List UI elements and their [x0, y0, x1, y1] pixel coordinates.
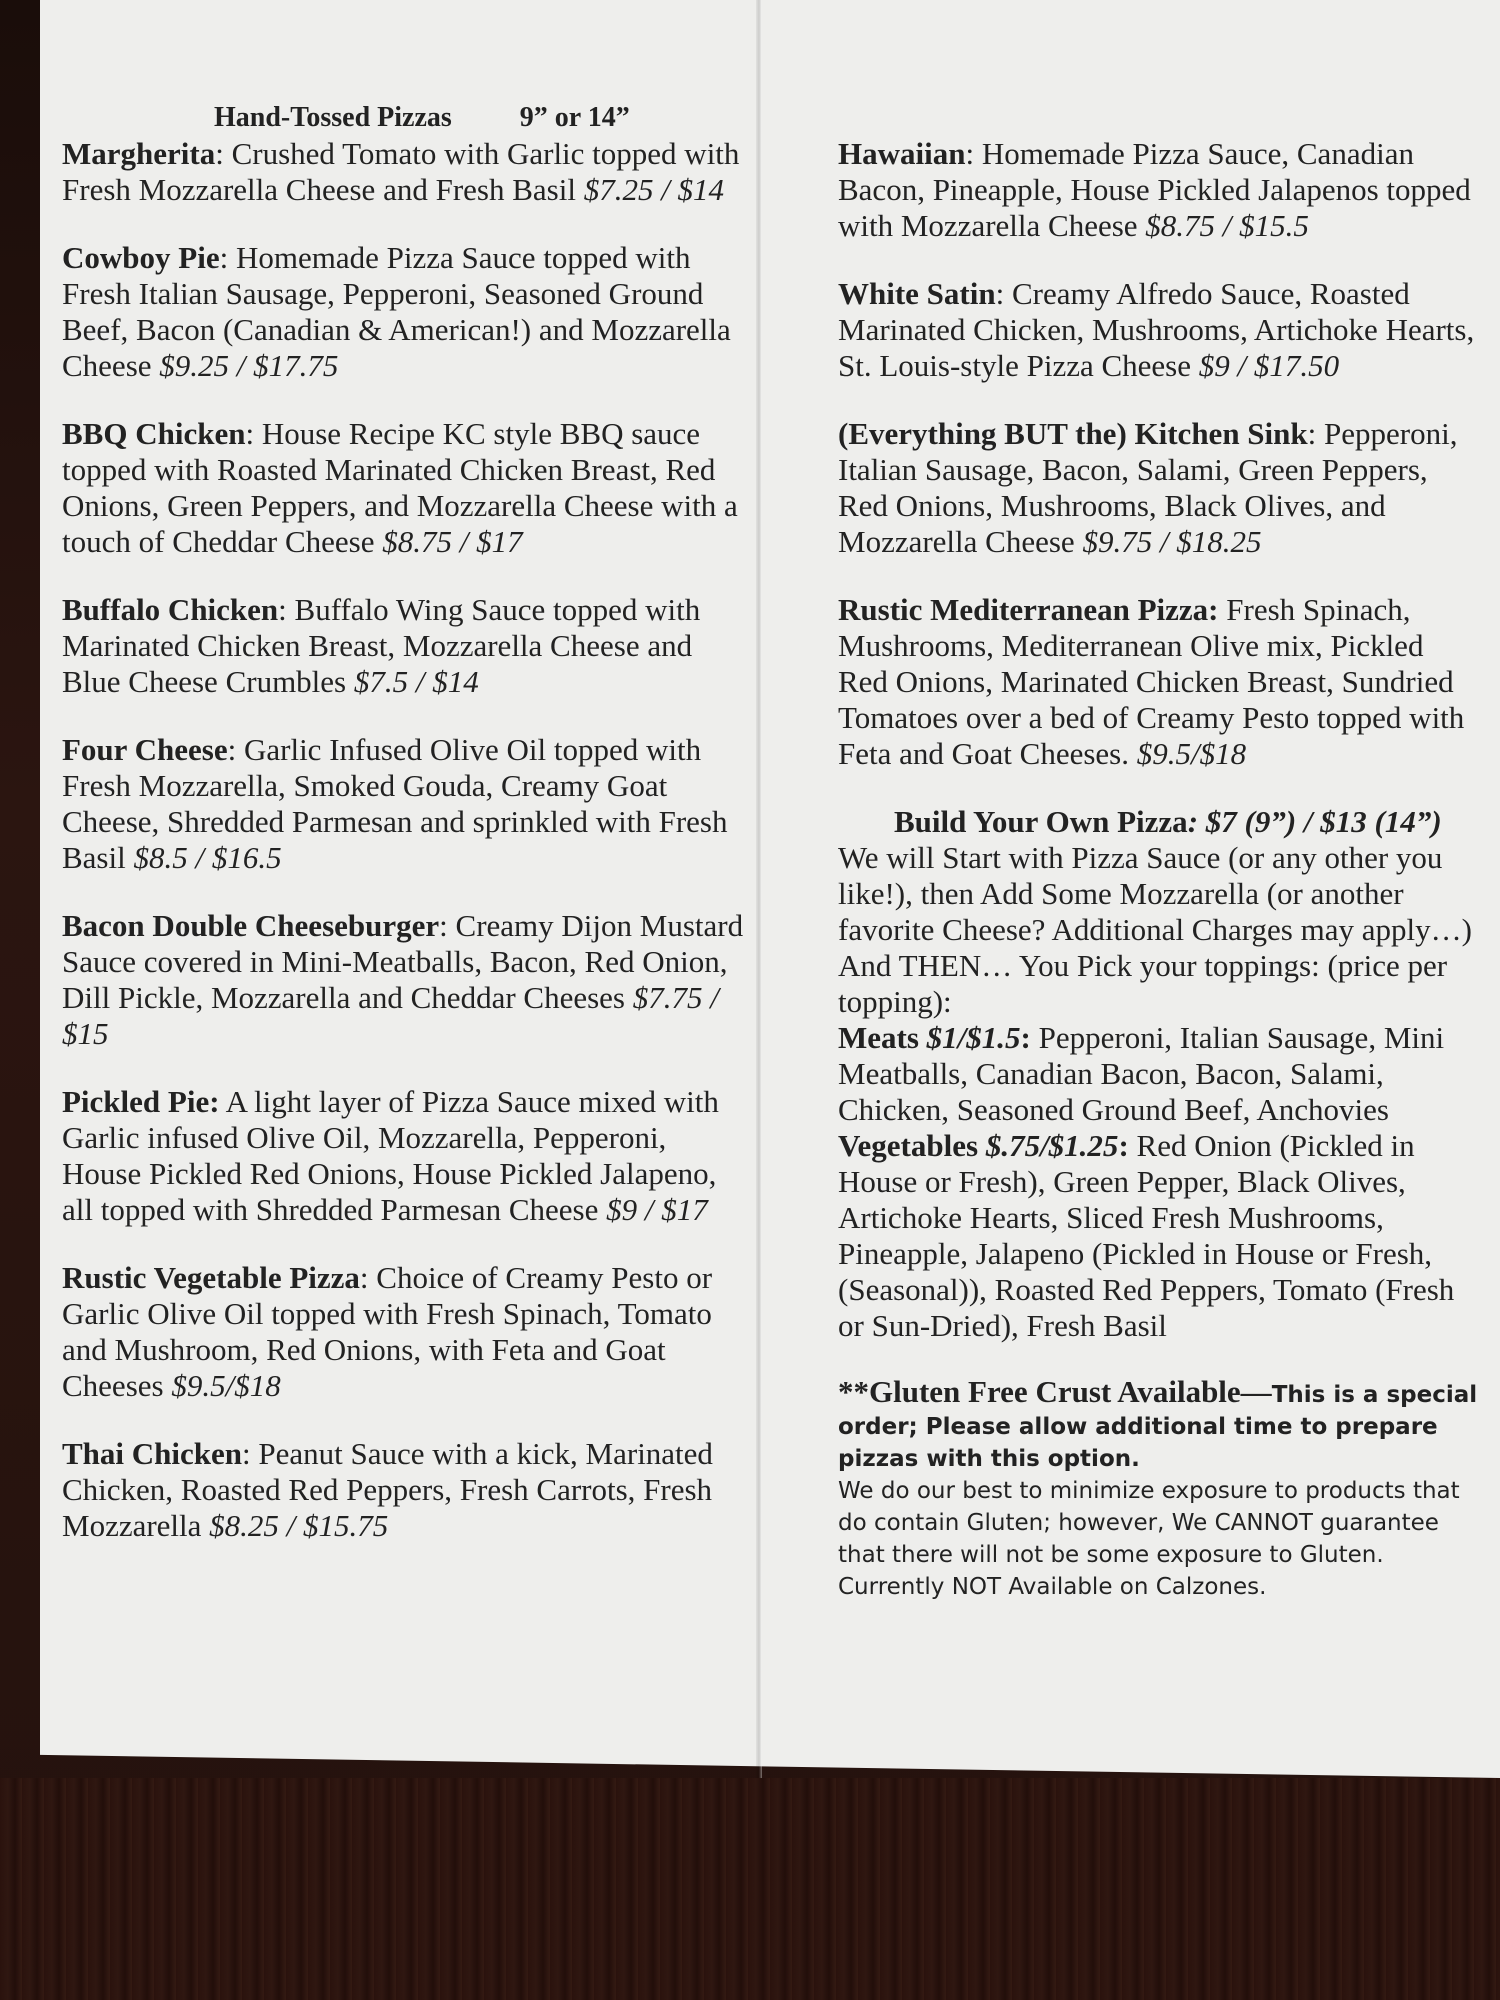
- item-price: $9.25 / $17.75: [159, 348, 339, 383]
- item-description: A light layer of Pizza Sauce mixed with Garlic infused Olive Oil, Mozzarella, Pepperoni, House Pickled Red Onions, House Pickled Jalapeno, all topped with Shredded Parmesan Cheese: [62, 1084, 719, 1227]
- item-name: BBQ Chicken: [62, 416, 246, 451]
- right-menu-item: [838, 276, 1478, 384]
- section-title-text: Hand-Tossed Pizzas: [214, 102, 452, 133]
- item-name: Rustic Vegetable Pizza: [62, 1260, 360, 1295]
- left-column: [62, 100, 752, 1576]
- item-description: Creamy Alfredo Sauce, Roasted Marinated Chicken, Mushrooms, Artichoke Hearts, St. Louis-style Pizza Cheese: [838, 276, 1475, 383]
- gluten-disclaimer: We do our best to minimize exposure to products that do contain Gluten; however, We CANNOT guarantee that there will not be some exposure to Gluten. Currently NOT Available on Calzones.: [838, 1478, 1460, 1600]
- item-description: Choice of Creamy Pesto or Garlic Olive Oil topped with Fresh Spinach, Tomato and Mushroom, Red Onions, with Feta and Goat Cheeses: [62, 1260, 713, 1403]
- item-name: Hawaiian: [838, 136, 966, 171]
- item-price: $7.25 / $14: [583, 172, 725, 207]
- item-description: Homemade Pizza Sauce, Canadian Bacon, Pineapple, House Pickled Jalapenos topped with Mozzarella Cheese: [838, 136, 1471, 243]
- item-price: $9.75 / $18.25: [1082, 524, 1262, 559]
- item-price: $8.75 / $15.5: [1145, 208, 1309, 243]
- left-menu-item: [62, 240, 752, 384]
- item-description: Fresh Spinach, Mushrooms, Mediterranean Olive mix, Pickled Red Onions, Marinated Chicken Breast, Sundried Tomatoes over a bed of Creamy Pesto topped with Feta and Goat Cheeses.: [838, 592, 1465, 771]
- item-name: Buffalo Chicken: [62, 592, 279, 627]
- byo-title: Build Your Own Pizza: [894, 804, 1188, 839]
- veg-label: Vegetables: [838, 1128, 986, 1163]
- paper-fold: [756, 0, 762, 1778]
- item-description: Creamy Dijon Mustard Sauce covered in Mini-Meatballs, Bacon, Red Onion, Dill Pickle, Mozzarella and Cheddar Cheeses: [62, 908, 744, 1015]
- item-price: $8.75 / $17: [382, 524, 523, 559]
- item-name: Rustic Mediterranean Pizza:: [838, 592, 1219, 627]
- item-price: $7.5 / $14: [353, 664, 479, 699]
- item-separator: :: [995, 276, 1012, 311]
- item-name: Bacon Double Cheeseburger: [62, 908, 440, 943]
- right-item-list: [838, 136, 1478, 772]
- build-your-own: [838, 804, 1478, 1344]
- left-menu-item: [62, 136, 752, 208]
- left-menu-item: [62, 416, 752, 560]
- left-menu-item: [62, 1260, 752, 1404]
- item-separator: :: [359, 1260, 377, 1295]
- gluten-free-note: This is a special order; Please allow additional time to prepare pizzas with this option.: [838, 1382, 1478, 1472]
- meats-price: $1/$1.5: [926, 1020, 1021, 1055]
- item-name: Margherita: [62, 136, 216, 171]
- item-description: Buffalo Wing Sauce topped with Marinated Chicken Breast, Mozzarella Cheese and Blue Cheese Crumbles: [62, 592, 701, 699]
- item-name: (Everything BUT the) Kitchen Sink: [838, 416, 1308, 451]
- byo-price: $7 (9”) / $13 (14”): [1198, 804, 1442, 839]
- item-name: Cowboy Pie: [62, 240, 220, 275]
- veg-price: $.75/$1.25: [985, 1128, 1119, 1163]
- item-separator: :: [1307, 416, 1325, 451]
- item-separator: :: [242, 1436, 259, 1471]
- item-description: Peanut Sauce with a kick, Marinated Chicken, Roasted Red Peppers, Fresh Carrots, Fresh Mozzarella: [62, 1436, 713, 1543]
- right-menu-item: [838, 416, 1478, 560]
- item-description: Crushed Tomato with Garlic topped with Fresh Mozzarella Cheese and Fresh Basil: [62, 136, 740, 207]
- left-menu-item: [62, 732, 752, 876]
- item-separator: :: [219, 240, 236, 275]
- section-title: [62, 100, 752, 136]
- right-column: [838, 136, 1478, 1603]
- item-description: Homemade Pizza Sauce topped with Fresh Italian Sausage, Pepperoni, Seasoned Ground Beef, Bacon (Canadian & American!) and Mozzarella Cheese: [62, 240, 731, 383]
- item-price: $9 / $17.50: [1198, 348, 1340, 383]
- right-menu-item: [838, 136, 1478, 244]
- item-price: $8.5 / $16.5: [133, 840, 282, 875]
- item-separator: :: [215, 136, 232, 171]
- byo-colon: :: [1187, 804, 1199, 839]
- meats-label: Meats: [838, 1020, 927, 1055]
- item-separator: :: [439, 908, 456, 943]
- item-name: White Satin: [838, 276, 996, 311]
- item-price: $7.75 / $15: [62, 980, 719, 1051]
- item-price: $9.5/$18: [171, 1368, 281, 1403]
- byo-heading: [838, 804, 1478, 840]
- item-name: Thai Chicken: [62, 1436, 243, 1471]
- left-menu-item: [62, 592, 752, 700]
- item-description: House Recipe KC style BBQ sauce topped with Roasted Marinated Chicken Breast, Red Onions, Green Peppers, and Mozzarella Cheese with a touch of Cheddar Cheese: [62, 416, 738, 559]
- left-menu-item: [62, 908, 752, 1052]
- meats-colon: :: [1020, 1020, 1039, 1055]
- item-description: Garlic Infused Olive Oil topped with Fresh Mozzarella, Smoked Gouda, Creamy Goat Cheese, Shredded Parmesan and sprinkled with Fresh Basil: [62, 732, 728, 875]
- byo-meats: [838, 1020, 1478, 1128]
- left-menu-item: [62, 1436, 752, 1544]
- left-item-list: [62, 136, 752, 1544]
- item-separator: :: [227, 732, 244, 767]
- gluten-free-notice: [838, 1376, 1478, 1603]
- item-separator: :: [965, 136, 982, 171]
- item-separator: :: [278, 592, 295, 627]
- right-menu-item: [838, 592, 1478, 772]
- item-price: $9 / $17: [606, 1192, 708, 1227]
- meats-list: Pepperoni, Italian Sausage, Mini Meatballs, Canadian Bacon, Bacon, Salami, Chicken, Seasoned Ground Beef, Anchovies: [838, 1020, 1445, 1127]
- item-description: Pepperoni, Italian Sausage, Bacon, Salami, Green Peppers, Red Onions, Mushrooms, Black Olives, and Mozzarella Cheese: [838, 416, 1458, 559]
- veg-list: Red Onion (Pickled in House or Fresh), Green Pepper, Black Olives, Artichoke Hearts, Sliced Fresh Mushrooms, Pineapple, Jalapeno (Pickled in House or Fresh, (Seasonal)), Roasted Red Peppers, Tomato (Fresh or Sun-Dried), Fresh Basil: [838, 1128, 1455, 1343]
- pizza-sizes: 9” or 14”: [519, 102, 630, 133]
- item-price: $9.5/$18: [1136, 736, 1247, 771]
- veg-colon: :: [1118, 1128, 1137, 1163]
- byo-vegetables: [838, 1128, 1478, 1344]
- item-name: Pickled Pie:: [62, 1084, 220, 1119]
- left-menu-item: [62, 1084, 752, 1228]
- byo-description: We will Start with Pizza Sauce (or any other you like!), then Add Some Mozzarella (or another favorite Cheese? Additional Charges may apply…) And THEN… You Pick your toppings: (price per topping):: [838, 840, 1472, 1019]
- item-separator: :: [245, 416, 262, 451]
- wood-table: [0, 1778, 1500, 2000]
- item-name: Four Cheese: [62, 732, 228, 767]
- item-price: $8.25 / $15.75: [209, 1508, 389, 1543]
- gluten-free-heading: **Gluten Free Crust Available—: [838, 1374, 1272, 1409]
